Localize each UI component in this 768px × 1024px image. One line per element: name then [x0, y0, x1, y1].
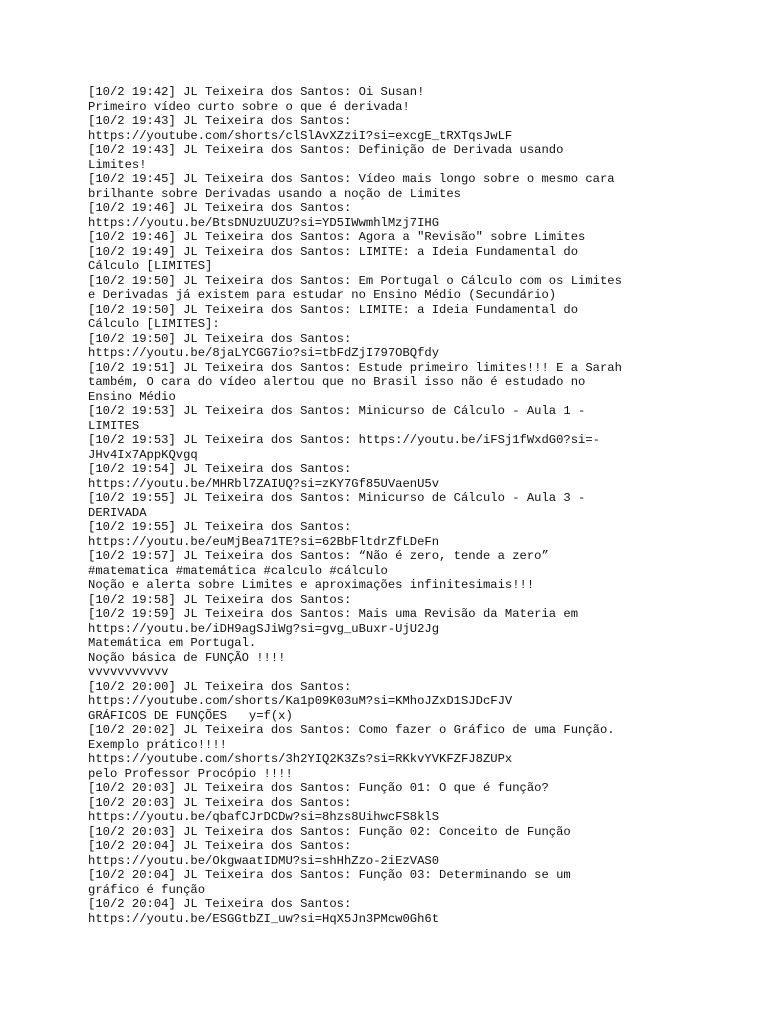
- text-line: JHv4Ix7AppKQvgq: [88, 447, 198, 462]
- text-line: pelo Professor Procópio !!!!: [88, 766, 293, 781]
- text-line: [10/2 19:46] JL Teixeira dos Santos:: [88, 201, 352, 215]
- text-line: [10/2 19:43] JL Teixeira dos Santos:: [88, 114, 352, 128]
- text-line: Matemática em Portugal.: [88, 636, 257, 650]
- text-line: [10/2 19:42] JL Teixeira dos Santos: Oi Susan!: [88, 85, 425, 99]
- text-line: Limites!: [88, 157, 147, 172]
- text-line: [10/2 20:03] JL Teixeira dos Santos:: [88, 795, 352, 810]
- text-line: [10/2 19:43] JL Teixeira dos Santos: Definição de Derivada usando: [88, 143, 564, 157]
- text-line: Cálculo [LIMITES]: [88, 259, 213, 273]
- text-line: [10/2 19:57] JL Teixeira dos Santos: “Não é zero, tende a zero”: [88, 549, 549, 563]
- url-line: https://youtu.be/ESGGtbZI_uw?si=HqX5Jn3PMcw0Gh6t: [88, 911, 440, 926]
- text-line: [10/2 19:54] JL Teixeira dos Santos:: [88, 462, 352, 476]
- url-line: https://youtube.com/shorts/clSlAvXZziI?si=excgE_tRXTqsJwLF: [88, 128, 513, 143]
- text-line: [10/2 19:58] JL Teixeira dos Santos:: [88, 592, 352, 607]
- text-line: vvvvvvvvvvv: [88, 665, 169, 679]
- url-line: https://youtu.be/euMjBea71TE?si=62BbFltdrZfLDeFn: [88, 534, 440, 549]
- url-line: https://youtu.be/BtsDNUzUUZU?si=YD5IWwmhlMzj7IHG: [88, 215, 440, 230]
- text-line: [10/2 19:53] JL Teixeira dos Santos: Minicurso de Cálculo - Aula 1 -: [88, 404, 586, 418]
- url-line: https://youtu.be/OkgwaatIDMU?si=shHhZzo-2iEzVAS0: [88, 853, 440, 868]
- text-line: [10/2 20:03] JL Teixeira dos Santos: Função 02: Conceito de Função: [88, 824, 571, 839]
- url-line: https://youtube.com/shorts/3h2YIQ2K3Zs?si=RKkvYVKFZFJ8ZUPx: [88, 752, 513, 766]
- hashtags-line: #matematica #matemática #calculo #cálculo: [88, 563, 388, 578]
- url-line: https://youtube.com/shorts/Ka1p09K03uM?si=KMhoJZxD1SJDcFJV: [88, 694, 513, 708]
- document-page: [88, 85, 708, 926]
- text-line: brilhante sobre Derivadas usando a noção de Limites: [88, 186, 461, 201]
- text-line: [10/2 20:02] JL Teixeira dos Santos: Como fazer o Gráfico de uma Função.: [88, 723, 615, 737]
- text-line: [10/2 20:00] JL Teixeira dos Santos:: [88, 679, 352, 694]
- text-line: [10/2 19:51] JL Teixeira dos Santos: Estude primeiro limites!!! E a Sarah: [88, 360, 622, 375]
- text-line: Primeiro vídeo curto sobre o que é derivada!: [88, 99, 410, 114]
- url-line: https://youtu.be/MHRbl7ZAIUQ?si=zKY7Gf85UVaenU5v: [88, 476, 440, 491]
- text-line: DERIVADA: [88, 505, 147, 520]
- url-line: [10/2 19:53] JL Teixeira dos Santos: https://youtu.be/iFSj1fWxdG0?si=-: [88, 433, 600, 447]
- text-line: [10/2 19:45] JL Teixeira dos Santos: Vídeo mais longo sobre o mesmo cara: [88, 172, 615, 186]
- text-line: também, O cara do vídeo alertou que no Brasil isso não é estudado no: [88, 375, 586, 389]
- text-line: [10/2 20:03] JL Teixeira dos Santos: Função 01: O que é função?: [88, 781, 549, 795]
- text-line: LIMITES: [88, 418, 140, 433]
- text-line: [10/2 19:49] JL Teixeira dos Santos: LIMITE: a Ideia Fundamental do: [88, 244, 579, 259]
- text-line: Ensino Médio: [88, 389, 176, 404]
- url-line: https://youtu.be/8jaLYCGG7io?si=tbFdZjI797OBQfdy: [88, 346, 440, 360]
- text-line: [10/2 20:04] JL Teixeira dos Santos:: [88, 897, 352, 911]
- text-line: [10/2 19:50] JL Teixeira dos Santos: LIMITE: a Ideia Fundamental do: [88, 302, 579, 317]
- text-line: [10/2 20:04] JL Teixeira dos Santos: Função 03: Determinando se um: [88, 868, 571, 882]
- text-line: Noção e alerta sobre Limites e aproximações infinitesimais!!!: [88, 578, 535, 592]
- text-line: [10/2 19:50] JL Teixeira dos Santos: Em Portugal o Cálculo com os Limites: [88, 273, 622, 288]
- text-line: e Derivadas já existem para estudar no Ensino Médio (Secundário): [88, 288, 557, 302]
- text-line: [10/2 19:50] JL Teixeira dos Santos:: [88, 331, 352, 346]
- text-line: gráfico é função: [88, 882, 206, 897]
- text-line: [10/2 19:55] JL Teixeira dos Santos:: [88, 520, 352, 534]
- text-line: [10/2 19:55] JL Teixeira dos Santos: Minicurso de Cálculo - Aula 3 -: [88, 491, 586, 505]
- url-line: https://youtu.be/iDH9agSJiWg?si=gvg_uBuxr-UjU2Jg: [88, 621, 440, 636]
- text-line: GRÁFICOS DE FUNÇÕES y=f(x): [88, 708, 293, 723]
- url-line: https://youtu.be/qbafCJrDCDw?si=8hzs8UihwcFS8klS: [88, 810, 440, 824]
- text-line: [10/2 19:46] JL Teixeira dos Santos: Agora a "Revisão" sobre Limites: [88, 230, 586, 244]
- text-line: Noção básica de FUNÇÃO !!!!: [88, 650, 286, 665]
- text-line: [10/2 19:59] JL Teixeira dos Santos: Mais uma Revisão da Materia em: [88, 607, 579, 621]
- text-line: Exemplo prático!!!!: [88, 737, 227, 752]
- text-line: Cálculo [LIMITES]:: [88, 317, 220, 331]
- text-line: [10/2 20:04] JL Teixeira dos Santos:: [88, 839, 352, 853]
